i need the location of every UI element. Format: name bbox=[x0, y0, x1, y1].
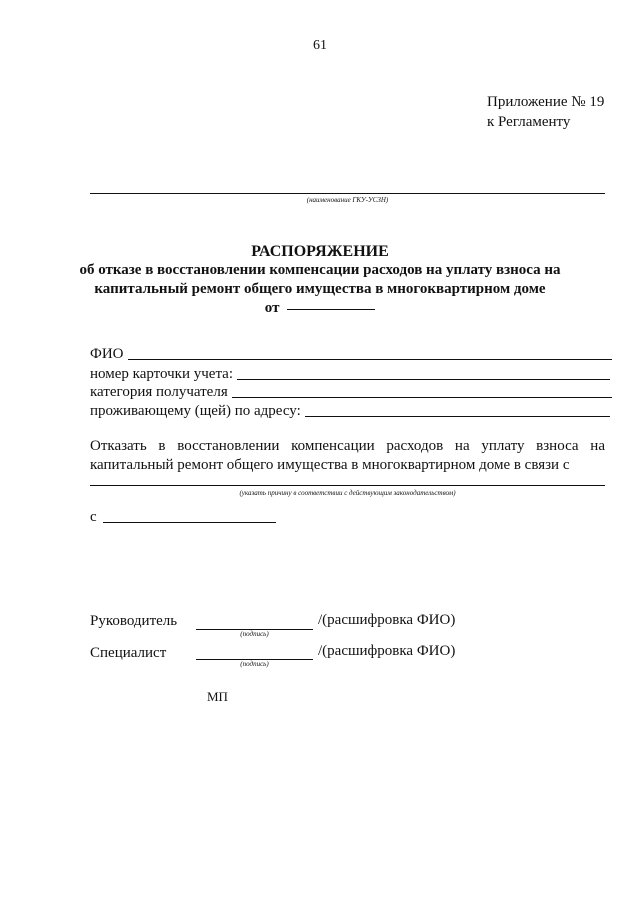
specialist-signature-caption: (подпись) bbox=[240, 660, 269, 668]
appendix-line-2: к Регламенту bbox=[487, 114, 571, 130]
appendix-line-1: Приложение № 19 bbox=[487, 94, 605, 110]
refusal-line-1: Отказать в восстановлении компенсации расходов на уплату взноса на bbox=[90, 438, 605, 454]
appendix-block bbox=[487, 92, 604, 132]
title-subject-line-2: капитальный ремонт общего имущества в многоквартирном доме bbox=[94, 281, 546, 297]
title-subject-line-1: об отказе в восстановлении компенсации расходов на уплату взноса на bbox=[79, 262, 561, 278]
card-number-field bbox=[90, 366, 610, 383]
refusal-text bbox=[90, 437, 605, 475]
category-label: категория получателя bbox=[90, 384, 228, 400]
fio-line[interactable] bbox=[128, 359, 612, 360]
category-field bbox=[90, 384, 612, 401]
head-name-decode: /(расшифровка ФИО) bbox=[318, 612, 456, 628]
fio-label: ФИО bbox=[90, 346, 124, 362]
address-field bbox=[90, 403, 610, 420]
head-signature-caption: (подпись) bbox=[240, 630, 269, 638]
org-name-line bbox=[90, 193, 605, 194]
card-number-line[interactable] bbox=[237, 379, 610, 380]
category-line[interactable] bbox=[232, 397, 612, 398]
since-line[interactable] bbox=[103, 522, 276, 523]
address-label: проживающему (щей) по адресу: bbox=[90, 403, 301, 419]
since-field bbox=[90, 509, 276, 526]
specialist-name-decode: /(расшифровка ФИО) bbox=[318, 643, 456, 659]
since-prefix: с bbox=[90, 509, 97, 525]
reason-line[interactable] bbox=[90, 485, 605, 486]
refusal-line-2: капитальный ремонт общего имущества в многоквартирном доме в связи с bbox=[90, 457, 570, 473]
date-line[interactable] bbox=[287, 309, 375, 310]
fio-field bbox=[90, 346, 612, 363]
reason-caption: (указать причину в соответствии с действующим законодательством) bbox=[239, 489, 456, 497]
org-name-caption: (наименование ГКУ-УСЗН) bbox=[306, 196, 389, 204]
title-date-row bbox=[0, 300, 640, 317]
date-prefix: от bbox=[264, 300, 280, 316]
specialist-label: Специалист bbox=[90, 645, 167, 661]
page-number: 61 bbox=[313, 38, 327, 53]
stamp-place: МП bbox=[207, 689, 228, 704]
card-number-label: номер карточки учета: bbox=[90, 366, 234, 382]
document-title: РАСПОРЯЖЕНИЕ bbox=[251, 243, 389, 260]
address-line[interactable] bbox=[305, 416, 610, 417]
head-label: Руководитель bbox=[90, 613, 178, 629]
